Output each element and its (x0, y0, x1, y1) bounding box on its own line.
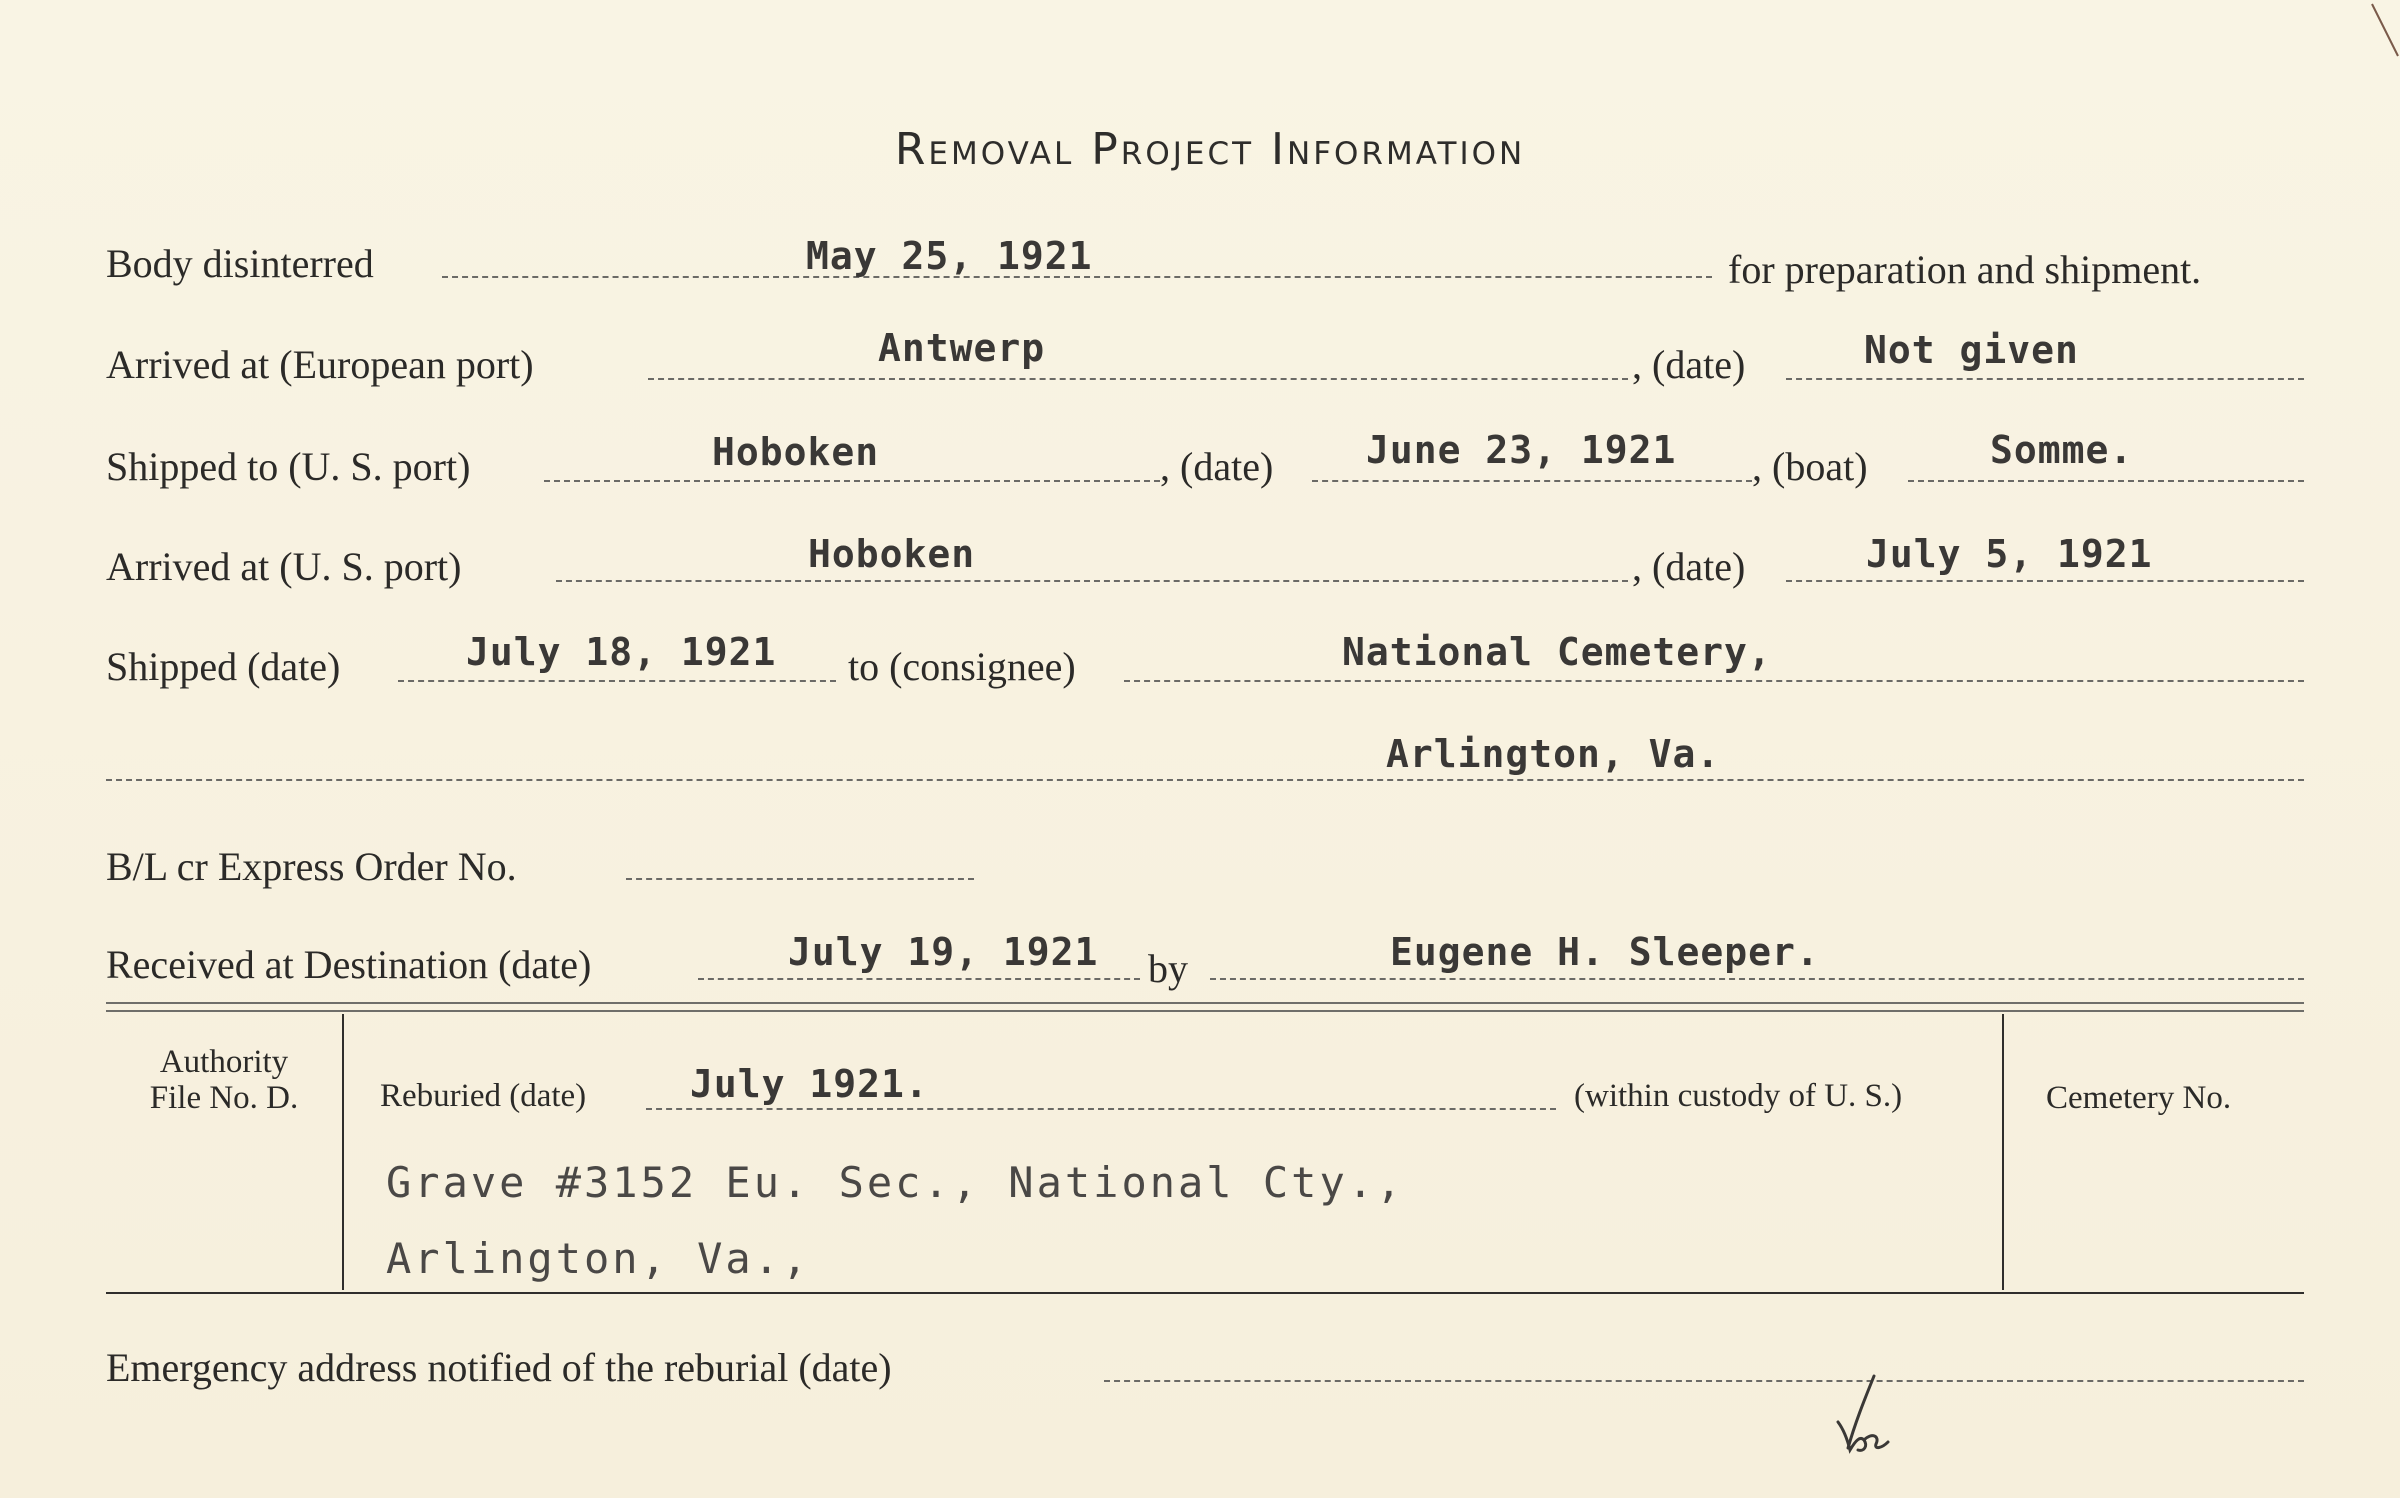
reburied-date: July 1921. (690, 1062, 929, 1106)
shipped-to-boat-line (1908, 480, 2304, 482)
box-bottom-rule (106, 1292, 2304, 1294)
received-label: Received at Destination (date) (106, 942, 592, 987)
page-title: Removal Project Information (894, 124, 1526, 175)
us-port-value: Hoboken (808, 532, 976, 576)
us-port-label: Arrived at (U. S. port) (106, 544, 462, 589)
disinterred-value: May 25, 1921 (806, 234, 1093, 278)
received-by-label: by (1148, 946, 1188, 991)
received-by-line (1210, 978, 2304, 980)
shipped-to-date-label: , (date) (1160, 444, 1274, 489)
cemetery-no-label: Cemetery No. (2046, 1080, 2232, 1116)
disinterred-suffix: for preparation and shipment. (1728, 247, 2202, 292)
box-divider-left (342, 1014, 344, 1290)
consignee-line (1124, 680, 2304, 682)
european-port-label: Arrived at (European port) (106, 342, 534, 387)
emergency-line (1104, 1380, 2304, 1382)
disinterred-label: Body disinterred (106, 241, 374, 286)
us-port-date-line (1786, 580, 2304, 582)
shipped-date-line (398, 680, 836, 682)
authority-label-line2: File No. D. (149, 1080, 299, 1116)
european-port-date-label: , (date) (1632, 342, 1746, 387)
received-date: July 19, 1921 (788, 930, 1099, 974)
authority-file-label (106, 1044, 342, 1116)
grave-line2: Arlington, Va., (386, 1234, 811, 1283)
shipped-to-date-line (1312, 480, 1752, 482)
bl-line (626, 878, 974, 880)
consignee-line2: Arlington, Va. (1386, 732, 1721, 776)
received-by: Eugene H. Sleeper. (1390, 930, 1820, 974)
authority-label-line1: Authority (159, 1044, 289, 1080)
european-port-date-line (1786, 378, 2304, 380)
shipped-to-line (544, 480, 1160, 482)
reburied-line (646, 1108, 1556, 1110)
shipped-date-label: Shipped (date) (106, 644, 341, 689)
shipped-to-date: June 23, 1921 (1366, 428, 1677, 472)
emergency-label: Emergency address notified of the reburial (date) (106, 1345, 892, 1390)
us-port-date: July 5, 1921 (1866, 532, 2153, 576)
grave-line1: Grave #3152 Eu. Sec., National Cty., (386, 1158, 1405, 1207)
box-top-rule-2 (106, 1010, 2304, 1012)
consignee-label: to (consignee) (848, 644, 1076, 689)
custody-label: (within custody of U. S.) (1574, 1078, 1903, 1114)
consignee-continuation-line (106, 779, 2304, 781)
received-date-line (698, 978, 1140, 980)
shipped-to-boat-label: , (boat) (1752, 444, 1868, 489)
us-port-line (556, 580, 1628, 582)
reburied-label: Reburied (date) (380, 1078, 587, 1114)
shipped-to-label: Shipped to (U. S. port) (106, 444, 471, 489)
corner-pencil-mark (2366, 0, 2400, 60)
shipped-to-value: Hoboken (712, 430, 880, 474)
shipped-to-boat: Somme. (1990, 428, 2134, 472)
european-port-line (648, 378, 1628, 380)
bl-label: B/L cr Express Order No. (106, 844, 517, 889)
shipped-date: July 18, 1921 (466, 630, 777, 674)
handwritten-initials-mark (1830, 1370, 1910, 1462)
box-divider-right (2002, 1014, 2004, 1290)
box-top-rule-1 (106, 1002, 2304, 1004)
us-port-date-label: , (date) (1632, 544, 1746, 589)
european-port-date: Not given (1864, 328, 2079, 372)
european-port-value: Antwerp (878, 326, 1046, 370)
consignee-line1: National Cemetery, (1342, 630, 1772, 674)
